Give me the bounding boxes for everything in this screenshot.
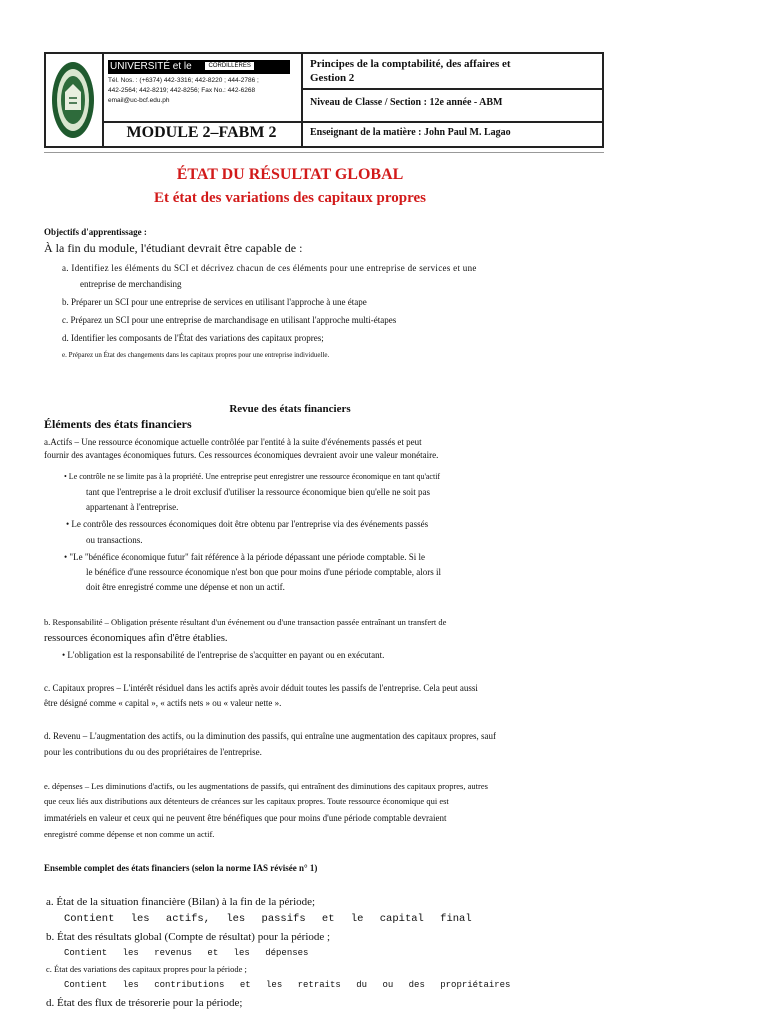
assets-definition: a.Actifs – Une ressource économique actuelle contrôlée par l'entité à la suite d'événements passés et peut [44,437,422,447]
liability-definition: b. Responsabilité – Obligation présente résultant d'un événement ou d'une transaction passée entraînant un transfert de [44,617,447,627]
revenue-definition: d. Revenu – L'augmentation des actifs, ou la diminution des passifs, qui entraîne une augmentation des capitaux propres, sauf [44,731,497,741]
class-level: Niveau de Classe / Section : 12e année - ABM [310,97,503,108]
statement-item: a. État de la situation financière (Bilan) à la fin de la période; [46,896,316,908]
assets-bullet: • Le contrôle ne se limite pas à la propriété. Une entreprise peut enregistrer une ressource économique en tant qu'actif [64,472,441,481]
course-title [310,57,511,85]
objective-item: entreprise de merchandising [80,279,182,289]
expenses-definition: que ceux liés aux distributions aux détenteurs de créances sur les capitaux propres. Toute ressource économique qui est [44,796,449,806]
assets-bullet: ou transactions. [86,535,143,545]
cordilleres-label: CORDILLÈRES [204,61,254,71]
complete-set-heading: Ensemble complet des états financiers (selon la norme IAS révisée n° 1) [44,863,318,873]
objective-item: d. Identifier les composants de l'État des variations des capitaux propres; [62,333,324,343]
liability-definition: ressources économiques afin d'être établies. [44,633,228,644]
revenue-definition: pour les contributions du ou des propriétaires de l'entreprise. [44,747,262,757]
objective-item: e. Préparez un État des changements dans les capitaux propres pour une entreprise individuelle. [62,351,330,359]
expenses-definition: e. dépenses – Les diminutions d'actifs, ou les augmentations de passifs, qui entraînent des diminutions des capitaux propres, autres [44,781,488,791]
assets-bullet: le bénéfice d'une ressource économique n'est bon que pour moins d'une période comptable, alors il [86,567,442,577]
assets-bullet: tant que l'entreprise a le droit exclusif d'utiliser la ressource économique bien qu'elle ne soit pas [86,487,431,497]
statement-item: c. État des variations des capitaux propres pour la période ; [46,964,247,974]
objectives-intro: À la fin du module, l'étudiant devrait être capable de : [44,241,303,255]
divider [102,121,301,123]
page-subtitle: Et état des variations des capitaux propres [154,190,426,206]
assets-bullet: • "Le "bénéfice économique futur" fait référence à la période dépassant une période comptable. Si le [64,552,426,562]
statement-detail: Contient les revenus et les dépenses [64,948,309,958]
review-heading: Revue des états financiers [229,403,351,415]
assets-bullet: • Le contrôle des ressources économiques doit être obtenu par l'entreprise via des événements passés [66,519,429,529]
assets-bullet: appartenant à l'entreprise. [86,502,179,512]
equity-definition: c. Capitaux propres – L'intérêt résiduel dans les actifs après avoir déduit toutes les passifs de l'entreprise. Cela peut aussi [44,683,478,693]
contact-fax: 442-2564; 442-8219; 442-8256; Fax No.: 442-6268 [108,87,256,94]
university-label: UNIVERSITÉ et le [110,61,192,72]
objective-item: b. Préparer un SCI pour une entreprise de services en utilisant l'approche à une étape [62,297,367,307]
module-title: MODULE 2–FABM 2 [126,124,277,141]
liability-bullet: • L'obligation est la responsabilité de l'entreprise de s'acquitter en payant ou en exécutant. [62,650,385,660]
objectives-heading: Objectifs d'apprentissage : [44,227,147,237]
expenses-definition: immatériels en valeur et ceux qui ne peuvent être bénéfiques que pour moins d'une période comptable devraient [44,813,447,823]
assets-bullet: doit être enregistré comme une dépense et non un actif. [86,582,285,592]
statement-item: b. État des résultats global (Compte de résultat) pour la période ; [46,931,331,943]
header-table [44,52,604,148]
statement-detail: Contient les actifs, les passifs et le capital final [64,913,472,925]
university-seal-logo [50,58,96,142]
divider [44,152,604,153]
objective-item: c. Préparez un SCI pour une entreprise de marchandisage en utilisant l'approche multi-étapes [62,315,397,325]
elements-heading: Éléments des états financiers [44,417,192,431]
objective-item: a. Identifiez les éléments du SCI et décrivez chacun de ces éléments pour une entreprise de services et une [62,263,477,273]
teacher-name: Enseignant de la matière : John Paul M. Lagao [310,127,511,138]
statement-detail: Contient les contributions et les retraits du ou des propriétaires [64,980,511,990]
expenses-definition: enregistré comme dépense et non comme un actif. [44,829,215,839]
divider [301,88,602,90]
course-title-line1: Principes de la comptabilité, des affaires et [310,58,511,70]
contact-email: email@uc-bcf.edu.ph [108,97,170,104]
equity-definition: être désigné comme « capital », « actifs nets » ou « valeur nette ». [44,698,282,708]
page-title: ÉTAT DU RÉSULTAT GLOBAL [176,166,404,183]
divider [301,54,303,146]
assets-definition: fournir des avantages économiques futurs. Ces ressources économiques devraient avoir une valeur monétaire. [44,450,439,460]
university-name [108,60,290,74]
contact-phones: Tél. Nos. : (+6374) 442-3316; 442-8220 ; 444-2786 ; [108,77,259,84]
statement-item: d. État des flux de trésorerie pour la période; [46,997,243,1009]
course-title-line2: Gestion 2 [310,72,355,84]
divider [301,121,602,123]
contact-info [108,76,298,106]
